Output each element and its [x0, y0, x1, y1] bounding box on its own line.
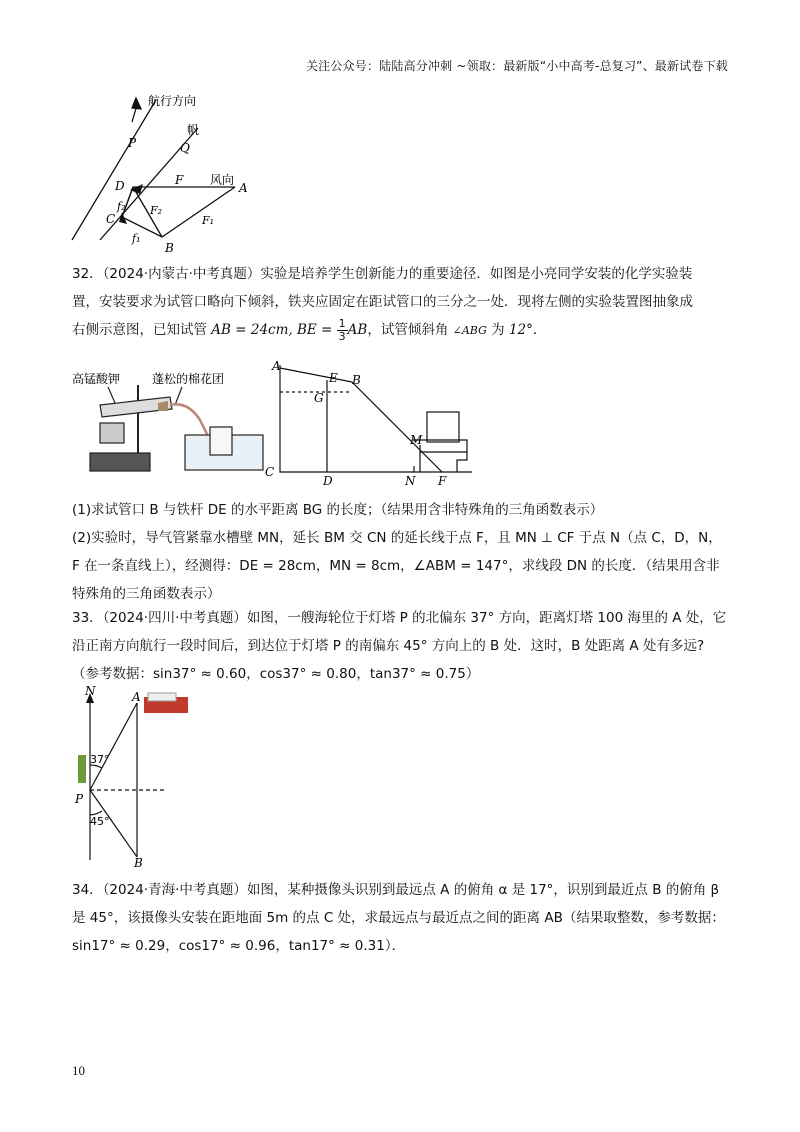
left-and-base: [280, 365, 472, 472]
test-tube-schematic: [262, 360, 492, 490]
q34-line1: 34．（2024·青海·中考真题）如图，某种摄像头识别到最远点 A 的俯角 α 是 17°，识别到最近点 B 的俯角 β: [72, 882, 720, 898]
q32-line1: 32．（2024·内蒙古·中考真题）实验是培养学生创新能力的重要途径．如图是小亮同学安装的化学实验装: [72, 266, 693, 282]
angle-45: 45°: [90, 815, 110, 828]
q32-line2: 置，安装要求为试管口略向下倾斜，铁夹应固定在距试管口的三分之一处．现将左侧的实验装置图抽象成: [72, 294, 693, 310]
fig-B: B: [134, 856, 143, 870]
label-F: F: [175, 173, 184, 187]
fig-D: D: [323, 474, 333, 488]
apparatus-label-1: 高锰酸钾: [72, 372, 121, 386]
fig-M: M: [410, 433, 423, 447]
label-P: P: [128, 136, 137, 150]
fig-C: C: [265, 465, 275, 479]
fraction-one-third: $\frac{1}{3}$: [338, 316, 346, 343]
q33-line2: 沿正南方向航行一段时间后，到达位于灯塔 P 的南偏东 45° 方向上的 B 处．这时，B 处距离 A 处有多远?: [72, 638, 705, 654]
page-number: 10: [72, 1063, 85, 1078]
PA: [90, 703, 137, 790]
sail-force-diagram: [70, 92, 280, 257]
lighthouse-icon: [78, 755, 86, 783]
alcohol-lamp: [100, 423, 124, 443]
q32-sub2-line1: (2)实验时，导气管紧靠水槽壁 MN，延长 BM 交 CN 的延长线于点 F，且 MN ⊥ CF 于点 N（点 C，D，N，: [72, 530, 722, 546]
question-33: [72, 604, 732, 688]
fig-G: G: [314, 391, 324, 405]
label-F1: F₁: [202, 214, 215, 227]
fig-P: P: [75, 792, 84, 806]
wind-label: 风向: [210, 173, 235, 187]
q33-line1: 33．（2024·四川·中考真题）如图，一艘海轮位于灯塔 P 的北偏东 37° 方向，距离灯塔 100 海里的 A 处，它: [72, 610, 727, 626]
bottle: [427, 412, 459, 442]
q32-sub2-line3: 特殊角的三角函数表示）: [72, 586, 221, 602]
fig-A: A: [272, 360, 281, 373]
label-A: A: [239, 181, 248, 195]
stand-base: [90, 453, 150, 471]
q32-line3: 右侧示意图，已知试管 AB = 24cm, BE = $\frac{1}{3}$ AB，试管倾斜角 ∠ABG 为 12°．: [72, 316, 547, 343]
heading-arrowhead: [132, 98, 141, 109]
fig-F: F: [438, 474, 447, 488]
q32-sub2-line2: F 在一条直线上），经测得：DE = 28cm，MN = 8cm，∠ABM = 147°，求线段 DN 的长度．（结果用含非: [72, 558, 720, 574]
question-32-subparts: [72, 496, 732, 608]
q33-line3: （参考数据：sin37° ≈ 0.60，cos37° ≈ 0.80，tan37° ≈ 0.75）: [72, 666, 480, 682]
heading-label: 航行方向: [148, 94, 197, 108]
fig-N: N: [405, 474, 416, 488]
angle-37: 37°: [90, 753, 110, 766]
label-f2: f₂: [117, 200, 126, 213]
label-f1: f₁: [132, 232, 141, 245]
sail-label: 帆: [187, 123, 200, 137]
line-BF: [352, 382, 442, 472]
tube-AB: [280, 368, 352, 382]
lighthouse-diagram: [70, 685, 200, 870]
fig-N: N: [85, 685, 96, 698]
label-F2: F₂: [150, 204, 163, 217]
label-B: B: [165, 241, 174, 255]
apparatus-label-2: 蓬松的棉花团: [152, 372, 225, 386]
collection-bottle: [210, 427, 232, 455]
label-C: C: [106, 212, 116, 226]
label-Q: Q: [180, 141, 190, 155]
q34-line2: 是 45°，该摄像头安装在距地面 5m 的点 C 处，求最远点与最近点之间的距离 AB（结果取整数，参考数据：: [72, 910, 725, 926]
fig-A: A: [132, 690, 141, 704]
fig-E: E: [329, 371, 338, 385]
q34-line3: sin17° ≈ 0.29，cos17° ≈ 0.96，tan17° ≈ 0.31）．: [72, 938, 406, 954]
question-34: [72, 876, 732, 960]
lab-apparatus-figure: [70, 365, 265, 480]
question-32: [72, 260, 732, 345]
q32-sub1: (1)求试管口 B 与铁杆 DE 的水平距离 BG 的长度；（结果用含非特殊角的三角函数表示）: [72, 502, 604, 518]
label-D: D: [115, 179, 125, 193]
page-header: 关注公众号：陆陆高分冲刺 ~领取：最新版“小中高考-总复习”、最新试卷下载: [305, 59, 728, 73]
fig-B: B: [352, 373, 361, 387]
